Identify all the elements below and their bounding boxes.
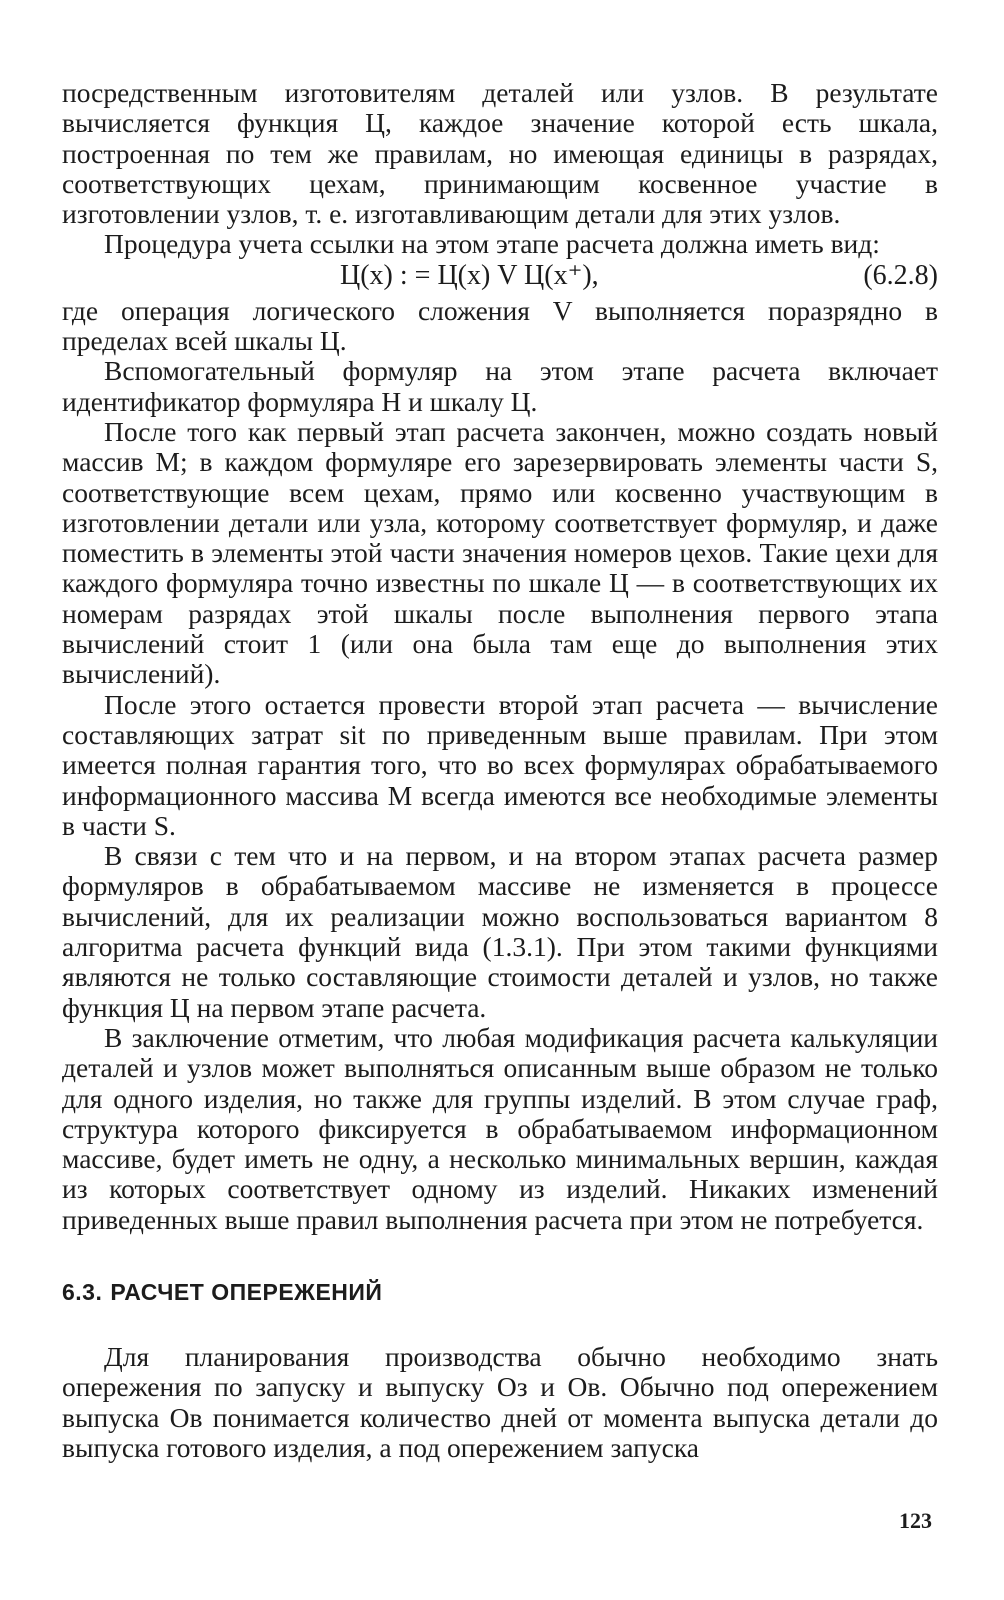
page-body [62, 78, 938, 1463]
paragraph-new-array: После того как первый этап расчета закончен, можно создать новый массив M; в каждом формуляре его зарезервировать элементы части S, соответствующие всем цехам, прямо или косвенно участвующим в изготовлении детали или узла, которому соответствует формуляр, и даже поместить в элементы этой части значения номеров цехов. Такие цехи для каждого формуляра точно известны по шкале Ц — в соответствующих их номерам разрядах этой шкалы после выполнения первого этапа вычислений стоит 1 (или она была там еще до выполнения этих вычислений). [62, 415, 938, 690]
paragraph-conclusion: В заключение отметим, что любая модификация расчета калькуляции деталей и узлов может выполняться описанным выше образом не только для одного изделия, но также для группы изделий. В этом случае граф, структура которого фиксируется в обрабатываемом информационном массиве, будет иметь не одну, а несколько минимальных вершин, каждая из которых соответствует одному из изделий. Никаких изменений приведенных выше правил выполнения расчета при этом не потребуется. [62, 1021, 938, 1235]
paragraph-procedure: Процедура учета ссылки на этом этапе расчета должна иметь вид: [104, 228, 880, 260]
paragraph-planning: Для планирования производства обычно необходимо знать опережения по запуску и выпуску Оз и Ов. Обычно под опережением выпуска Ов понимается количество дней от момента выпуска детали до выпуска готового изделия, а под опережением запуска [62, 1340, 938, 1463]
page-number: 123 [899, 1508, 932, 1533]
formula-6-2-8 [62, 260, 938, 296]
paragraph-second-stage: После этого остается провести второй этап расчета — вычисление составляющих затрат sit по приведенным выше правилам. При этом имеется полная гарантия того, что во всех формулярах обрабатываемого информационного массива M всегда имеются все необходимые элементы в части S. [62, 688, 938, 841]
paragraph-variant-8: В связи с тем что и на первом, и на втором этапах расчета размер формуляров в обрабатываемом массиве не изменяется в процессе вычислений, для их реализации можно воспользоваться вариантом 8 алгоритма расчета функций вида (1.3.1). При этом такими функциями являются не только составляющие стоимости деталей и узлов, но также функция Ц на первом этапе расчета. [62, 840, 938, 1023]
section-heading [62, 1279, 938, 1306]
paragraph-continuation: посредственным изготовителям деталей или узлов. В результате вычисляется функция Ц, каждое значение которой есть шкала, построенная по тем же правилам, но имеющая единицы в разрядах, соответствующих цехам, принимающим косвенное участие в изготовлении узлов, т. е. изготавливающим детали для этих узлов. [62, 77, 938, 230]
paragraph-logical-or: где операция логического сложения V выполняется поразрядно в пределах всей шкалы Ц. [62, 294, 938, 357]
section-title: РАСЧЕТ ОПЕРЕЖЕНИЙ [110, 1278, 383, 1305]
formula-expression: Ц(x) : = Ц(x) V Ц(x⁺), [340, 259, 599, 291]
paragraph-aux-form: Вспомогательный формуляр на этом этапе расчета включает идентификатор формуляра Н и шкалу Ц. [62, 355, 938, 417]
formula-number: (6.2.8) [863, 259, 938, 291]
section-number: 6.3. [62, 1278, 103, 1305]
